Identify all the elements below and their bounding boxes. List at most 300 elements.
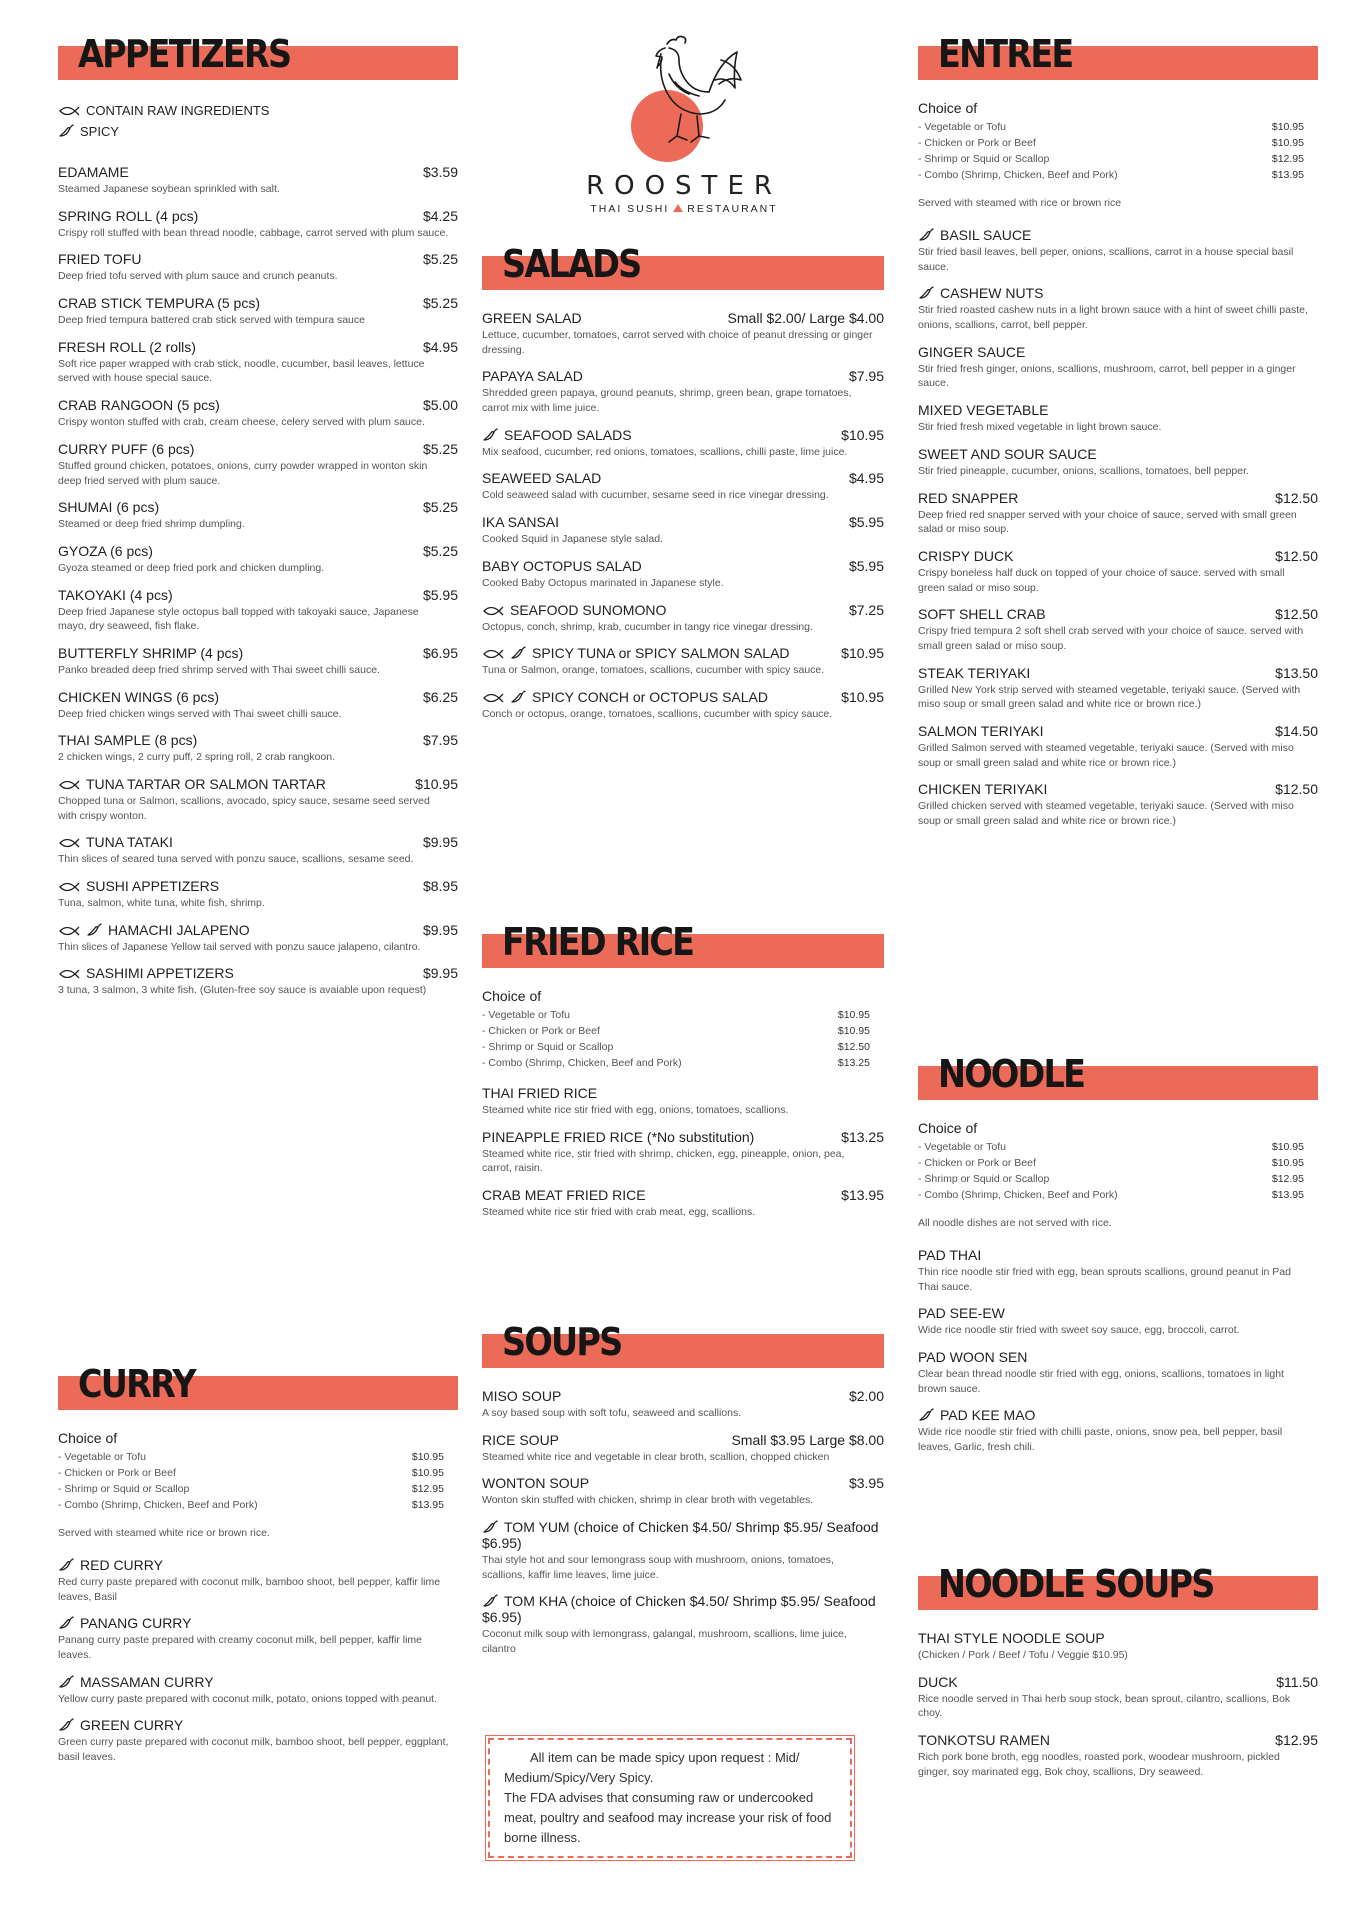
menu-item-name: SASHIMI APPETIZERS bbox=[58, 965, 234, 981]
fried-rice-header bbox=[482, 920, 884, 968]
menu-item bbox=[482, 368, 884, 415]
menu-item bbox=[482, 470, 884, 503]
salads-header bbox=[482, 242, 884, 290]
logo-sub-left: THAI SUSHI bbox=[590, 203, 670, 215]
menu-item-price: $5.95 bbox=[848, 514, 884, 531]
menu-item bbox=[918, 446, 1318, 479]
curry-header bbox=[58, 1362, 458, 1410]
menu-item-name: TUNA TATAKI bbox=[58, 834, 173, 850]
choice-option bbox=[918, 1171, 1318, 1187]
menu-item-description: Thai style hot and sour lemongrass soup with mushroom, onions, tomatoes, scallions, kaffir lime leaves, lime juice. bbox=[482, 1554, 834, 1581]
menu-item-description: Steamed white rice stir fried with egg, onions, tomatoes, scallions. bbox=[482, 1104, 789, 1116]
menu-item-description: Panko breaded deep fried shrimp served with Thai sweet chilli sauce. bbox=[58, 663, 380, 676]
curry-note: Served with steamed white rice or brown rice. bbox=[58, 1527, 270, 1539]
chili-icon bbox=[482, 1520, 498, 1534]
soups-list bbox=[482, 1388, 884, 1657]
menu-item bbox=[58, 776, 458, 823]
menu-item-description: Rice noodle served in Thai herb soup stock, bean sprout, cilantro, scallions, Bok choy. bbox=[918, 1692, 1291, 1720]
menu-item-name: THAI STYLE NOODLE SOUP bbox=[918, 1630, 1105, 1646]
choice-option bbox=[918, 1155, 1318, 1171]
menu-item-name: PAPAYA SALAD bbox=[482, 368, 583, 385]
choice-price: $12.95 bbox=[411, 1483, 444, 1495]
choice-label: - Shrimp or Squid or Scallop bbox=[482, 1041, 614, 1053]
menu-item-price: $12.95 bbox=[1275, 1732, 1318, 1749]
choice-price: $10.95 bbox=[411, 1467, 444, 1479]
menu-item-description: Thin rice noodle stir fried with egg, bean sprouts scallions, ground peanut in Pad Thai sauce. bbox=[918, 1266, 1291, 1293]
menu-item-price: Small $3.95 Large $8.00 bbox=[731, 1431, 884, 1448]
menu-item-price: $9.95 bbox=[422, 834, 458, 851]
menu-item bbox=[482, 427, 884, 460]
menu-item-description: Red curry paste prepared with coconut milk, bamboo shoot, bell pepper, kaffir lime leaves, Basil bbox=[58, 1576, 441, 1603]
menu-item-description: Octopus, conch, shrimp, krab, cucumber in tangy rice vinegar dressing. bbox=[482, 620, 813, 633]
menu-item bbox=[58, 834, 458, 867]
menu-item-description: Tuna or Salmon, orange, tomatoes, scallions, cucumber with spicy sauce. bbox=[482, 664, 825, 677]
menu-item-name: BUTTERFLY SHRIMP (4 pcs) bbox=[58, 644, 244, 661]
salads-list bbox=[482, 310, 884, 722]
menu-item-price: $4.95 bbox=[848, 470, 884, 487]
menu-item-price: $12.50 bbox=[1275, 781, 1318, 798]
noodle-title: NOODLE bbox=[938, 1052, 1085, 1096]
menu-item bbox=[58, 1717, 458, 1764]
menu-item bbox=[482, 1475, 884, 1508]
menu-item-name: MIXED VEGETABLE bbox=[918, 402, 1049, 419]
menu-item-name: GREEN SALAD bbox=[482, 310, 582, 326]
menu-item bbox=[918, 227, 1318, 274]
menu-item-description: Thin slices of Japanese Yellow tail served with ponzu sauce jalapeno, cilantro. bbox=[58, 940, 421, 953]
menu-item-description: Yellow curry paste prepared with coconut milk, potato, onions topped with peanut. bbox=[58, 1692, 438, 1705]
choice-option bbox=[482, 1023, 884, 1039]
menu-item bbox=[482, 514, 884, 547]
choice-price: $10.95 bbox=[1271, 1157, 1304, 1169]
menu-item-price: $5.25 bbox=[422, 499, 458, 516]
menu-item-description: Crispy wonton stuffed with crab, cream cheese, celery served with plum sauce. bbox=[58, 416, 425, 429]
menu-item-description: Grilled Salmon served with steamed vegetable, teriyaki sauce. (Served with miso soup or small green salad and white rice or brown rice.) bbox=[918, 742, 1294, 769]
appetizers-section bbox=[58, 32, 458, 1009]
menu-item bbox=[58, 689, 458, 722]
menu-item bbox=[482, 1432, 884, 1465]
menu-item bbox=[482, 1085, 884, 1118]
menu-item-price: $14.50 bbox=[1275, 723, 1318, 739]
menu-item bbox=[58, 397, 458, 430]
chili-icon bbox=[58, 1675, 74, 1689]
menu-item-name: SALMON TERIYAKI bbox=[918, 723, 1044, 739]
menu-item bbox=[918, 1305, 1318, 1338]
menu-item-price: $5.25 bbox=[422, 251, 458, 268]
menu-item bbox=[918, 1247, 1318, 1294]
menu-item-name: CHICKEN TERIYAKI bbox=[918, 781, 1048, 798]
menu-item-description: Grilled New York strip served with steamed vegetable, teriyaki sauce. (Served with miso soup or small green salad and white rice or brown rice.) bbox=[918, 683, 1301, 711]
choice-option bbox=[918, 167, 1318, 183]
entree-note: Served with steamed with rice or brown rice bbox=[918, 197, 1122, 209]
menu-item-description: Stir fried fresh mixed vegetable in light brown sauce. bbox=[918, 421, 1162, 434]
menu-item bbox=[58, 543, 458, 576]
menu-item-description: Stir fried roasted cashew nuts in a light brown sauce with a hint of sweet chilli paste, onions, scallions, carrot, bell pepper. bbox=[918, 304, 1308, 332]
choice-label: - Chicken or Pork or Beef bbox=[482, 1025, 600, 1037]
menu-item-description: Tuna, salmon, white tuna, white fish, shrimp. bbox=[58, 897, 265, 910]
choice-price: $13.95 bbox=[1271, 1189, 1304, 1201]
menu-item-price: $12.50 bbox=[1275, 489, 1318, 506]
raw-icon bbox=[58, 837, 80, 849]
menu-item-price: $9.95 bbox=[422, 965, 458, 982]
menu-item-description: (Chicken / Pork / Beef / Tofu / Veggie $10.95) bbox=[918, 1649, 1128, 1661]
menu-item bbox=[918, 1674, 1318, 1721]
menu-item-description: Stuffed ground chicken, potatoes, onions, curry powder wrapped in wonton skin deep fried served with plum sauce. bbox=[58, 459, 428, 487]
salads-title: SALADS bbox=[502, 242, 641, 286]
menu-item bbox=[58, 251, 458, 284]
choice-label: - Vegetable or Tofu bbox=[482, 1009, 570, 1021]
menu-item bbox=[58, 164, 458, 197]
choice-label: - Combo (Shrimp, Chicken, Beef and Pork) bbox=[918, 169, 1118, 181]
menu-item-description: Rich pork bone broth, egg noodles, roasted pork, woodear mushroom, pickled ginger, soy marinated egg, Bok choy, scallions, Dry seaweed. bbox=[918, 1751, 1280, 1778]
legend bbox=[58, 100, 458, 142]
raw-icon bbox=[58, 925, 80, 937]
chili-icon bbox=[918, 286, 934, 300]
menu-item-description: Wide rice noodle stir fried with sweet soy sauce, egg, broccoli, carrot. bbox=[918, 1324, 1240, 1337]
choice-price: $10.95 bbox=[1271, 137, 1304, 149]
chili-icon bbox=[86, 923, 102, 937]
choice-price: $10.95 bbox=[1271, 121, 1304, 133]
menu-item-description: Cold seaweed salad with cucumber, sesame seed in rice vinegar dressing. bbox=[482, 489, 829, 502]
chili-icon bbox=[918, 1408, 934, 1422]
chili-icon bbox=[482, 1594, 498, 1608]
menu-item-name: CRISPY DUCK bbox=[918, 547, 1014, 564]
menu-item bbox=[918, 1630, 1318, 1663]
raw-icon bbox=[482, 692, 504, 704]
choice-price: $13.95 bbox=[411, 1499, 444, 1511]
menu-item-price: $5.25 bbox=[422, 295, 458, 312]
menu-item-description: Gyoza steamed or deep fried pork and chicken dumpling. bbox=[58, 561, 325, 574]
menu-item bbox=[58, 965, 458, 998]
choice-label: - Vegetable or Tofu bbox=[58, 1451, 146, 1463]
menu-item-name: TAKOYAKI (4 pcs) bbox=[58, 586, 173, 603]
chili-icon bbox=[918, 228, 934, 242]
menu-item bbox=[918, 344, 1318, 391]
salads-section bbox=[482, 242, 884, 733]
menu-item-description: Crispy roll stuffed with bean thread noodle, cabbage, carrot served with plum sauce. bbox=[58, 226, 449, 239]
chili-icon bbox=[58, 1718, 74, 1732]
menu-item-description: Clear bean thread noodle stir fried with egg, onions, scallions, tomatoes in light brown sauce. bbox=[918, 1368, 1284, 1395]
menu-item-description: Soft rice paper wrapped with crab stick, noodle, cucumber, basil leaves, lettuce served with house special sauce. bbox=[58, 357, 425, 385]
noodle-note: All noodle dishes are not served with rice. bbox=[918, 1217, 1112, 1229]
curry-title: CURRY bbox=[78, 1362, 195, 1406]
menu-item-price: $3.95 bbox=[848, 1475, 884, 1492]
menu-item-name: RICE SOUP bbox=[482, 1431, 560, 1448]
legend-spicy-label: SPICY bbox=[80, 124, 120, 139]
menu-item-name: GREEN CURRY bbox=[58, 1717, 183, 1733]
menu-item bbox=[482, 689, 884, 722]
menu-item-name: HAMACHI JALAPENO bbox=[58, 922, 250, 938]
rooster-icon bbox=[609, 30, 759, 168]
menu-item-price: $11.50 bbox=[1276, 1673, 1318, 1690]
menu-item bbox=[918, 490, 1318, 537]
menu-item-name: CASHEW NUTS bbox=[918, 285, 1043, 301]
choice-price: $10.95 bbox=[1271, 1141, 1304, 1153]
menu-item-price: $13.25 bbox=[841, 1128, 884, 1145]
menu-item-name: TUNA TARTAR OR SALMON TARTAR bbox=[58, 776, 326, 792]
choice-price: $10.95 bbox=[837, 1009, 870, 1021]
menu-item-name: SEAFOOD SALADS bbox=[482, 427, 632, 443]
menu-item bbox=[482, 1388, 884, 1421]
menu-item-name: RED CURRY bbox=[58, 1557, 163, 1573]
soups-title: SOUPS bbox=[502, 1320, 622, 1364]
menu-item-name: CRAB RANGOON (5 pcs) bbox=[58, 397, 220, 414]
choice-label: - Combo (Shrimp, Chicken, Beef and Pork) bbox=[58, 1499, 258, 1511]
restaurant-logo bbox=[556, 30, 812, 215]
menu-item bbox=[482, 645, 884, 678]
menu-item-description: Mix seafood, cucumber, red onions, tomatoes, scallions, chilli paste, lime juice. bbox=[482, 445, 848, 458]
menu-item-name: STEAK TERIYAKI bbox=[918, 664, 1031, 681]
menu-item-name: TOM KHA (choice of Chicken $4.50/ Shrimp $5.95/ Seafood $6.95) bbox=[482, 1593, 876, 1626]
noodle-soups-title: NOODLE SOUPS bbox=[938, 1562, 1214, 1606]
noodle-soups-header bbox=[918, 1562, 1318, 1610]
menu-item-name: CHICKEN WINGS (6 pcs) bbox=[58, 688, 220, 705]
choice-option bbox=[918, 135, 1318, 151]
menu-item-description: Green curry paste prepared with coconut milk, bamboo shoot, bell pepper, eggplant, basil leaves. bbox=[58, 1736, 449, 1764]
menu-item-price: $10.95 bbox=[415, 776, 458, 792]
fried-rice-title: FRIED RICE bbox=[502, 920, 694, 964]
menu-item bbox=[918, 285, 1318, 332]
curry-list bbox=[58, 1557, 458, 1765]
menu-item-description: Panang curry paste prepared with creamy coconut milk, bell pepper, kaffir lime leaves. bbox=[58, 1634, 422, 1662]
menu-item-description: Deep fried tempura battered crab stick served with tempura sauce bbox=[58, 314, 365, 327]
menu-item bbox=[58, 878, 458, 911]
menu-item-description: A soy based soup with soft tofu, seaweed and scallions. bbox=[482, 1407, 742, 1419]
choice-label: - Shrimp or Squid or Scallop bbox=[918, 1173, 1050, 1185]
fried-rice-section bbox=[482, 920, 884, 1231]
menu-item bbox=[918, 1407, 1318, 1454]
menu-item-description: Conch or octopus, orange, tomatoes, scallions, cucumber with spicy sauce. bbox=[482, 707, 833, 720]
logo-subtitle bbox=[556, 203, 812, 215]
menu-item-description: Deep fried Japanese style octopus ball topped with takoyaki sauce, Japanese mayo, dry seaweed, fish flake. bbox=[58, 605, 419, 633]
menu-item bbox=[918, 781, 1318, 828]
menu-item-price: $5.25 bbox=[422, 440, 458, 457]
choice-price: $12.95 bbox=[1271, 153, 1304, 165]
menu-item-description: Deep fried chicken wings served with Thai sweet chilli sauce. bbox=[58, 707, 342, 720]
choice-title: Choice of bbox=[918, 100, 978, 116]
curry-section bbox=[58, 1362, 458, 1776]
choice-option bbox=[482, 1055, 884, 1071]
noodle-choices bbox=[918, 1120, 1318, 1203]
menu-item-description: Wonton skin stuffed with chicken, shrimp in clear broth with vegetables. bbox=[482, 1494, 814, 1507]
menu-item-name: BABY OCTOPUS SALAD bbox=[482, 557, 642, 574]
choice-option bbox=[482, 1039, 884, 1055]
menu-item-name: PAD KEE MAO bbox=[918, 1407, 1035, 1423]
menu-item bbox=[58, 645, 458, 678]
menu-item bbox=[58, 339, 458, 386]
menu-item-name: MISO SOUP bbox=[482, 1388, 562, 1404]
choice-price: $10.95 bbox=[837, 1025, 870, 1037]
choice-label: - Vegetable or Tofu bbox=[918, 1141, 1006, 1153]
menu-item-price: $12.50 bbox=[1275, 547, 1318, 564]
choice-label: - Vegetable or Tofu bbox=[918, 121, 1006, 133]
choice-label: - Shrimp or Squid or Scallop bbox=[918, 153, 1050, 165]
menu-item-name: WONTON SOUP bbox=[482, 1475, 590, 1492]
menu-item-price: $10.95 bbox=[841, 426, 884, 443]
menu-item-description: Thin slices of seared tuna served with ponzu sauce, scallions, sesame seed. bbox=[58, 853, 414, 866]
menu-item-price: $7.25 bbox=[848, 601, 884, 618]
menu-item-name: SWEET AND SOUR SAUCE bbox=[918, 445, 1097, 462]
choice-title: Choice of bbox=[482, 988, 542, 1004]
menu-item-name: FRIED TOFU bbox=[58, 251, 142, 268]
menu-item-description: Steamed white rice, stir fried with shrimp, chicken, egg, pineapple, onion, pea, carrot, raisin. bbox=[482, 1147, 845, 1175]
entree-header bbox=[918, 32, 1318, 80]
choice-title: Choice of bbox=[58, 1430, 118, 1446]
menu-item-name: TOM YUM (choice of Chicken $4.50/ Shrimp $5.95/ Seafood $6.95) bbox=[482, 1519, 879, 1552]
menu-item bbox=[58, 295, 458, 328]
menu-item bbox=[918, 402, 1318, 435]
logo-title: ROOSTER bbox=[586, 171, 782, 201]
menu-item-description: Chopped tuna or Salmon, scallions, avocado, spicy sauce, sesame seed served with crispy wonton. bbox=[58, 795, 430, 822]
menu-item-description: Stir fried basil leaves, bell peper, onions, scallions, carrot in a house special basil sauce. bbox=[918, 246, 1294, 273]
menu-item-description: Stir fried pineapple, cucumber, onions, scallions, tomatoes, bell pepper. bbox=[918, 464, 1249, 477]
raw-icon bbox=[58, 105, 80, 117]
menu-item-name: SEAWEED SALAD bbox=[482, 470, 602, 487]
triangle-icon bbox=[673, 204, 683, 212]
menu-item bbox=[58, 441, 458, 488]
choice-option bbox=[58, 1481, 458, 1497]
menu-item-price: $4.25 bbox=[422, 207, 458, 224]
menu-item-price: $6.95 bbox=[422, 644, 458, 661]
choice-option bbox=[58, 1449, 458, 1465]
menu-item-name: DUCK bbox=[918, 1673, 958, 1690]
fried-rice-choices bbox=[482, 988, 884, 1071]
menu-item-name: SPICY TUNA or SPICY SALMON SALAD bbox=[482, 645, 790, 661]
choice-price: $12.95 bbox=[1271, 1173, 1304, 1185]
raw-icon bbox=[58, 100, 86, 121]
menu-item-price: $2.00 bbox=[848, 1388, 884, 1404]
menu-item-description: Cooked Squid in Japanese style salad. bbox=[482, 533, 663, 546]
entree-choices bbox=[918, 100, 1318, 183]
menu-item-description: Deep fried tofu served with plum sauce and crunch peanuts. bbox=[58, 270, 338, 283]
menu-item-price: $5.00 bbox=[422, 397, 458, 414]
choice-label: - Shrimp or Squid or Scallop bbox=[58, 1483, 190, 1495]
menu-item-name: PAD WOON SEN bbox=[918, 1349, 1028, 1366]
menu-item-name: RED SNAPPER bbox=[918, 489, 1019, 506]
menu-item-price: $8.95 bbox=[422, 878, 458, 895]
appetizers-header bbox=[58, 32, 458, 80]
menu-item-price: $13.50 bbox=[1275, 664, 1318, 681]
menu-item-description: 3 tuna, 3 salmon, 3 white fish. (Gluten-free soy sauce is avaiable upon request) bbox=[58, 984, 427, 997]
menu-item bbox=[58, 587, 458, 634]
menu-item-name: FRESH ROLL (2 rolls) bbox=[58, 338, 196, 355]
menu-item bbox=[482, 1187, 884, 1220]
menu-item bbox=[482, 1129, 884, 1176]
menu-item bbox=[58, 499, 458, 532]
menu-item-name: SUSHI APPETIZERS bbox=[58, 878, 219, 894]
menu-item-name: GYOZA (6 pcs) bbox=[58, 542, 153, 559]
menu-item bbox=[482, 1519, 884, 1582]
menu-item-price: $7.95 bbox=[422, 732, 458, 749]
menu-item-price: $5.95 bbox=[848, 557, 884, 574]
raw-icon bbox=[482, 605, 504, 617]
menu-item-description: Steamed white rice stir fried with crab meat, egg, scallions. bbox=[482, 1206, 756, 1219]
chili-icon bbox=[482, 428, 498, 442]
menu-item-name: EDAMAME bbox=[58, 164, 129, 180]
logo-sub-right: RESTAURANT bbox=[687, 203, 778, 215]
menu-item bbox=[918, 1732, 1318, 1779]
choice-title: Choice of bbox=[918, 1120, 978, 1136]
menu-item-price: $3.59 bbox=[422, 164, 458, 180]
choice-price: $13.95 bbox=[1271, 169, 1304, 181]
menu-item bbox=[58, 732, 458, 765]
choice-option bbox=[58, 1465, 458, 1481]
choice-price: $12.50 bbox=[837, 1041, 870, 1053]
choice-label: - Chicken or Pork or Beef bbox=[58, 1467, 176, 1479]
disclaimer-fda: The FDA advises that consuming raw or undercooked meat, poultry and seafood may increase your risk of food borne illness. bbox=[504, 1790, 832, 1845]
menu-item bbox=[58, 1615, 458, 1662]
choice-label: - Combo (Shrimp, Chicken, Beef and Pork) bbox=[482, 1057, 682, 1069]
menu-item bbox=[482, 602, 884, 635]
menu-item-description: 2 chicken wings, 2 curry puff, 2 spring roll, 2 crab rangkoon. bbox=[58, 751, 336, 764]
menu-item-name: PANANG CURRY bbox=[58, 1615, 192, 1631]
choice-label: - Combo (Shrimp, Chicken, Beef and Pork) bbox=[918, 1189, 1118, 1201]
menu-item-description: Deep fried red snapper served with your choice of sauce, served with small green salad or miso soup. bbox=[918, 508, 1297, 536]
menu-item-name: TONKOTSU RAMEN bbox=[918, 1732, 1050, 1749]
noodle-soups-section bbox=[918, 1562, 1318, 1790]
chili-icon bbox=[510, 646, 526, 660]
choice-option bbox=[918, 119, 1318, 135]
menu-item-name: PINEAPPLE FRIED RICE (*No substitution) bbox=[482, 1128, 755, 1145]
raw-icon bbox=[58, 881, 80, 893]
menu-item-price: $7.95 bbox=[848, 368, 884, 385]
choice-option bbox=[482, 1007, 884, 1023]
entree-section bbox=[918, 32, 1318, 840]
menu-item bbox=[482, 1593, 884, 1656]
menu-item-price: $6.25 bbox=[422, 688, 458, 705]
menu-item-name: SPICY CONCH or OCTOPUS SALAD bbox=[482, 689, 768, 705]
menu-item-name: GINGER SAUCE bbox=[918, 343, 1026, 360]
soups-header bbox=[482, 1320, 884, 1368]
menu-item-description: Coconut milk soup with lemongrass, galangal, mushroom, scallions, lime juice, cilantro bbox=[482, 1628, 847, 1656]
menu-item-name: CRAB STICK TEMPURA (5 pcs) bbox=[58, 295, 261, 312]
menu-item bbox=[918, 606, 1318, 653]
choice-option bbox=[58, 1497, 458, 1513]
raw-icon bbox=[482, 648, 504, 660]
menu-item-price: $9.95 bbox=[422, 921, 458, 938]
menu-item-description: Cooked Baby Octopus marinated in Japanese style. bbox=[482, 576, 724, 589]
entree-title: ENTREE bbox=[938, 32, 1073, 76]
choice-label: - Chicken or Pork or Beef bbox=[918, 137, 1036, 149]
menu-item-name: PAD SEE-EW bbox=[918, 1305, 1005, 1322]
menu-item-description: Steamed white rice and vegetable in clear broth, scallion, chopped chicken bbox=[482, 1450, 830, 1463]
soups-section bbox=[482, 1320, 884, 1668]
menu-item bbox=[918, 723, 1318, 770]
noodle-list bbox=[918, 1247, 1318, 1455]
raw-icon bbox=[58, 968, 80, 980]
menu-item-price: $5.95 bbox=[422, 586, 458, 603]
appetizers-list bbox=[58, 164, 458, 998]
menu-item-name: IKA SANSAI bbox=[482, 514, 560, 531]
noodle-soups-list bbox=[918, 1630, 1318, 1779]
menu-item bbox=[482, 558, 884, 591]
chili-icon bbox=[58, 121, 80, 142]
menu-item-price: $13.95 bbox=[841, 1187, 884, 1204]
menu-item-name: SEAFOOD SUNOMONO bbox=[482, 602, 666, 618]
menu-item-price: $10.95 bbox=[841, 645, 884, 662]
menu-item-description: Stir fried fresh ginger, onions, scallions, mushroom, carrot, bell pepper in a ginger sauce. bbox=[918, 362, 1296, 390]
menu-item-name: CRAB MEAT FRIED RICE bbox=[482, 1187, 646, 1204]
menu-item bbox=[918, 665, 1318, 712]
menu-item-name: SOFT SHELL CRAB bbox=[918, 606, 1046, 623]
legend-raw-label: CONTAIN RAW INGREDIENTS bbox=[86, 103, 270, 118]
raw-icon bbox=[58, 779, 80, 791]
choice-option bbox=[918, 151, 1318, 167]
fried-rice-list bbox=[482, 1085, 884, 1220]
menu-item-price: $12.50 bbox=[1275, 606, 1318, 623]
disclaimer-box bbox=[488, 1738, 852, 1858]
menu-item-description: Crispy boneless half duck on topped of your choice of sauce. served with small green salad or miso soup. bbox=[918, 566, 1285, 594]
menu-item-name: PAD THAI bbox=[918, 1247, 982, 1263]
